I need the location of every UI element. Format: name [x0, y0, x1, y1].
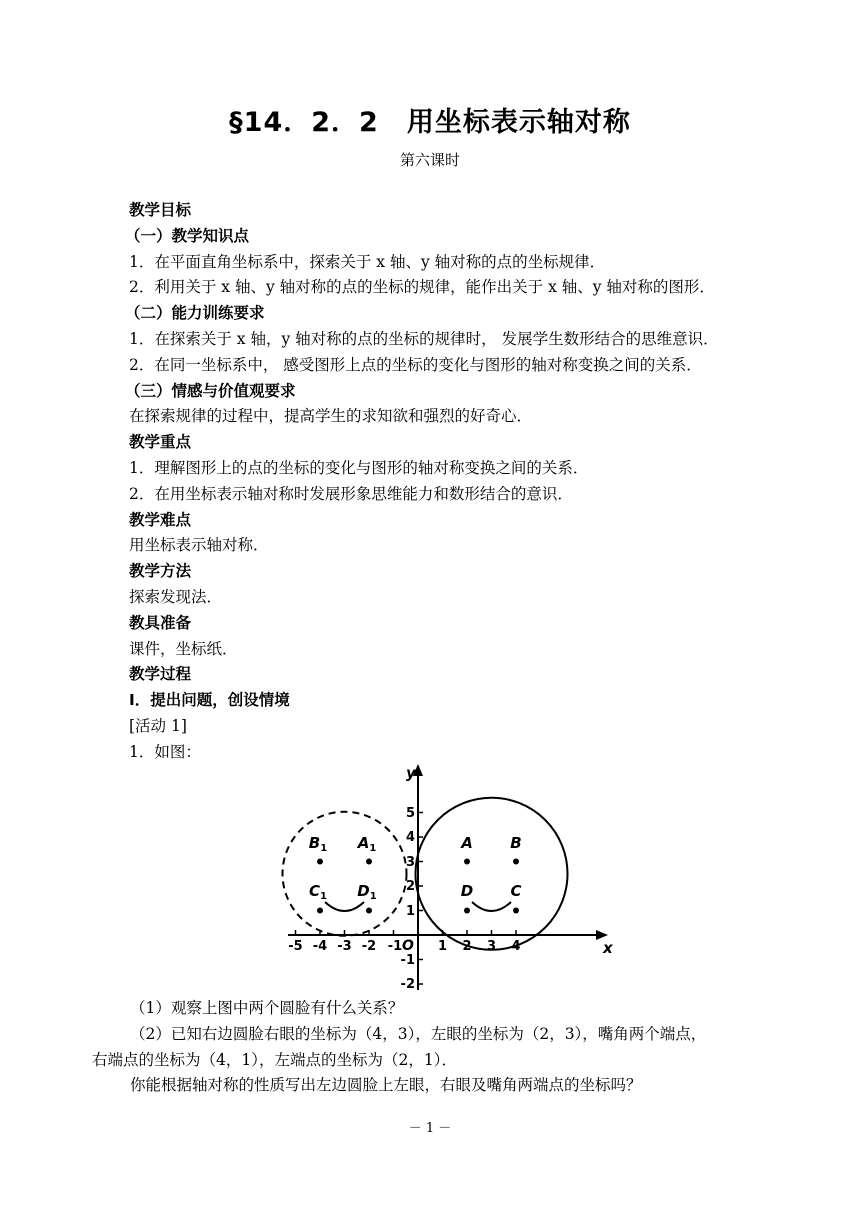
body-line: 1．在探索关于 x 轴，y 轴对称的点的坐标的规律时， 发展学生数形结合的思维意识． — [129, 330, 719, 348]
section-heading: 教具准备 — [129, 613, 192, 632]
body-line: 1．理解图形上的点的坐标的变化与图形的轴对称变换之间的关系． — [129, 459, 589, 477]
y-tick-label: -2 — [400, 977, 415, 992]
x-tick-label: -5 — [288, 939, 303, 954]
question-3: 你能根据轴对称的性质写出左边圆脸上左眼，右眼及嘴角两端点的坐标吗？ — [130, 1076, 642, 1094]
x-tick-label: -2 — [361, 939, 377, 954]
x-tick-label: -1 — [387, 939, 403, 954]
body-line: 2．在用坐标表示轴对称时发展形象思维能力和数形结合的意识． — [129, 484, 573, 503]
y-axis-label: y — [406, 764, 416, 782]
origin-label: O — [402, 938, 414, 954]
body-line: 2．在同一坐标系中， 感受图形上点的坐标的变化与图形的轴对称变换之间的关系． — [129, 355, 702, 374]
label-A1: $A_1$ — [357, 834, 377, 854]
y-tick-label: 2 — [405, 879, 415, 894]
body-line: 探索发现法． — [129, 588, 223, 606]
section-heading: 教学目标 — [129, 201, 192, 219]
body-line: 2．利用关于 x 轴、y 轴对称的点的坐标的规律，能作出关于 x 轴、y 轴对称的图形． — [129, 278, 715, 297]
y-tick-label: -1 — [400, 953, 415, 968]
section-heading: 教学难点 — [129, 510, 192, 529]
section-heading: （三）情感与价值观要求 — [125, 381, 296, 400]
point-C — [513, 908, 519, 914]
point-B — [513, 859, 519, 865]
point-D1 — [366, 908, 372, 914]
section-heading: （二）能力训练要求 — [125, 304, 265, 323]
question-1: （1）观察上图中两个圆脸有什么关系？ — [130, 999, 404, 1017]
y-tick-label: 3 — [405, 855, 415, 870]
body-line: 1．在平面直角坐标系中，探索关于 x 轴、y 轴对称的点的坐标规律． — [129, 252, 606, 271]
section-heading: （一）教学知识点 — [125, 226, 250, 245]
page-subtitle: 第六课时 — [399, 151, 460, 169]
y-tick-label: 1 — [405, 904, 415, 919]
section-heading: Ⅰ．提出问题，创设情境 — [129, 691, 290, 710]
question-2-line-2: 右端点的坐标为（4，1），左端点的坐标为（2，1）． — [92, 1051, 457, 1069]
x-axis-label: x — [603, 939, 613, 957]
label-B1: $B_1$ — [308, 834, 328, 854]
body-line: 1．如图： — [129, 742, 201, 761]
label-C1: $C_1$ — [309, 882, 327, 902]
label-A: A — [461, 834, 473, 852]
y-tick-label: 5 — [405, 806, 415, 821]
x-tick-label: 3 — [486, 939, 497, 954]
x-tick-label: 4 — [511, 939, 521, 954]
point-B1 — [317, 859, 323, 865]
section-heading: 教学方法 — [129, 562, 192, 581]
coordinate-figure — [278, 760, 618, 995]
page-number: － 1 － — [408, 1121, 452, 1136]
body-line: [活动 1] — [129, 717, 187, 735]
right-face-mouth — [472, 902, 511, 911]
point-A — [464, 859, 470, 865]
body-line: 用坐标表示轴对称． — [129, 536, 269, 555]
x-tick-label: 1 — [437, 939, 448, 954]
right-face-circle — [416, 798, 568, 950]
point-C1 — [317, 908, 323, 914]
body-line: 在探索规律的过程中，提高学生的求知欲和强烈的好奇心． — [129, 407, 533, 426]
point-A1 — [366, 859, 372, 865]
point-D — [464, 908, 470, 914]
section-heading: 教学过程 — [129, 665, 192, 684]
x-tick-label: -3 — [337, 939, 352, 954]
question-2-line-1: （2）已知右边圆脸右眼的坐标为（4，3），左眼的坐标为（2，3），嘴角两个端点， — [130, 1025, 707, 1043]
left-face-mouth — [325, 902, 364, 911]
label-C: C — [510, 882, 522, 900]
x-tick-label: 2 — [462, 939, 472, 954]
label-B: B — [510, 834, 522, 852]
y-tick-label: 4 — [405, 830, 415, 845]
coordinate-diagram — [278, 760, 618, 995]
x-tick-label: -4 — [312, 939, 328, 954]
page-title: §14．2．2 用坐标表示轴对称 — [229, 107, 631, 138]
left-face-circle — [283, 812, 407, 936]
body-line: 课件，坐标纸． — [129, 639, 238, 658]
label-D: D — [460, 882, 474, 900]
section-heading: 教学重点 — [129, 433, 192, 452]
label-D1: $D_1$ — [357, 882, 377, 902]
